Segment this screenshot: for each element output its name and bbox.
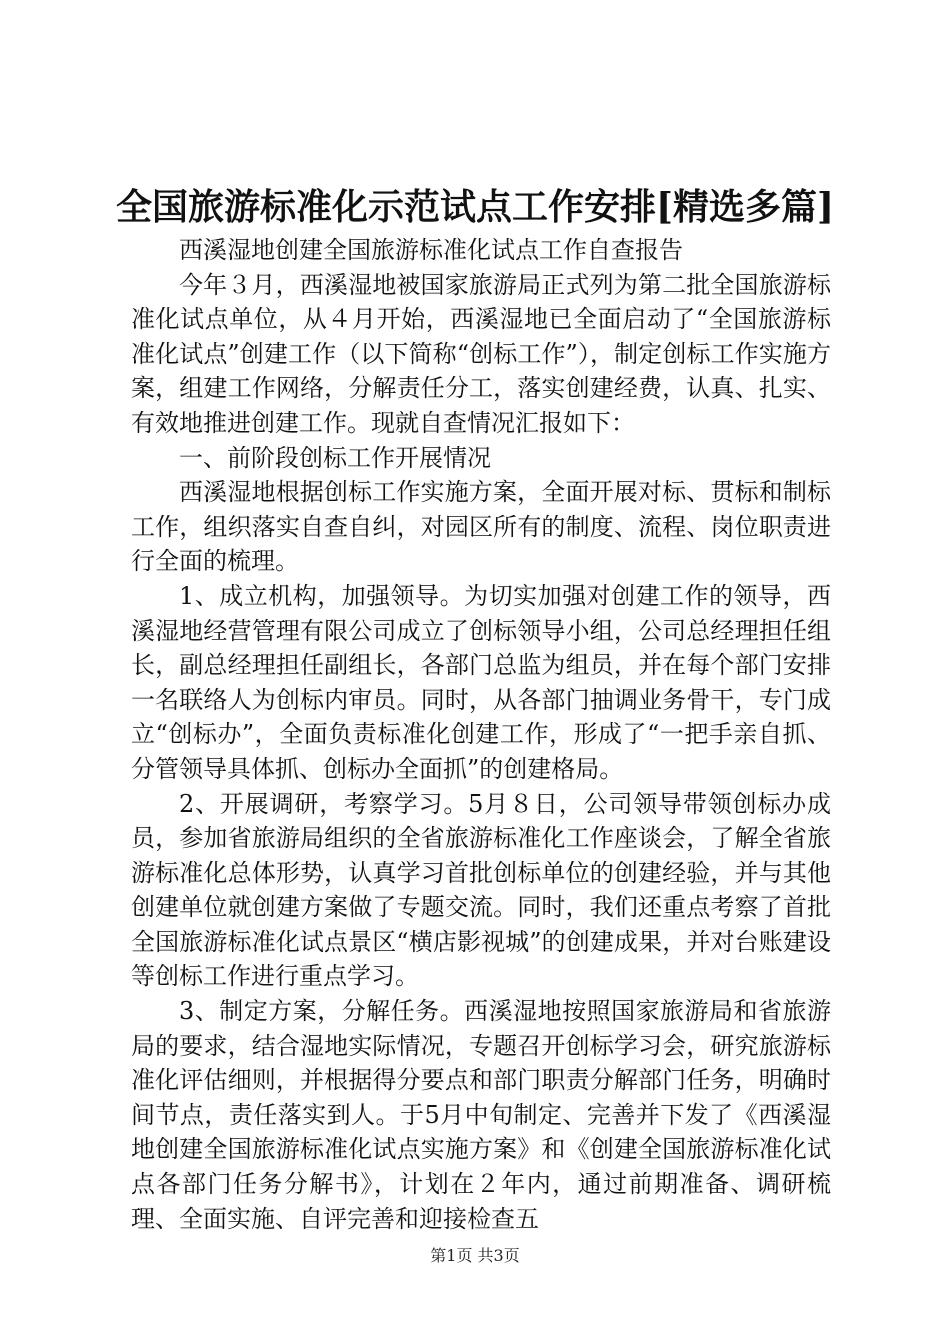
page-number-footer: 第1页 共3页 (430, 1246, 520, 1265)
body-paragraph: 1、成立机构，加强领导。为切实加强对创建工作的领导，西溪湿地经营管理有限公司成立了创标领导小组，公司总经理担任组长，副总经理担任副组长，各部门总监为组员，并在每个部门安排一名联络人为创标内审员。同时，从各部门抽调业务骨干，专门成立“创标办”，全面负责标准化创建工作，形成了“一把手亲自抓、分管领导具体抓、创标办全面抓”的创建格局。 (131, 581, 831, 783)
body-paragraph: 3、制定方案，分解任务。西溪湿地按照国家旅游局和省旅游局的要求，结合湿地实际情况，专题召开创标学习会，研究旅游标准化评估细则，并根据得分要点和部门职责分解部门任务，明确时间节点，责任落实到人。于5月中旬制定、完善并下发了《西溪湿地创建全国旅游标准化试点实施方案》和《创建全国旅游标准化试点各部门任务分解书》，计划在２年内，通过前期准备、调研梳理、全面实施、自评完善和迎接检查五 (131, 997, 831, 1233)
body-paragraph: 2、开展调研，考察学习。5月８日，公司领导带领创标办成员，参加省旅游局组织的全省旅游标准化工作座谈会，了解全省旅游标准化总体形势，认真学习首批创标单位的创建经验，并与其他创建单位就创建方案做了专题交流。同时，我们还重点考察了首批全国旅游标准化试点景区“横店影视城”的创建成果，并对台账建设等创标工作进行重点学习。 (131, 789, 831, 991)
document-body (131, 233, 831, 1236)
report-subtitle: 西溪湿地创建全国旅游标准化试点工作自查报告 (179, 236, 683, 264)
document-title: 全国旅游标准化示范试点工作安排[精选多篇] (115, 186, 835, 228)
body-paragraph: 西溪湿地根据创标工作实施方案，全面开展对标、贯标和制标工作，组织落实自查自纠，对园区所有的制度、流程、岗位职责进行全面的梳理。 (131, 478, 831, 576)
body-paragraph: 今年３月，西溪湿地被国家旅游局正式列为第二批全国旅游标准化试点单位，从４月开始，西溪湿地已全面启动了“全国旅游标准化试点”创建工作（以下简称“创标工作”），制定创标工作实施方案，组建工作网络，分解责任分工，落实创建经费，认真、扎实、有效地推进创建工作。现就自查情况汇报如下： (131, 270, 831, 437)
section-heading: 一、前阶段创标工作开展情况 (179, 443, 491, 472)
